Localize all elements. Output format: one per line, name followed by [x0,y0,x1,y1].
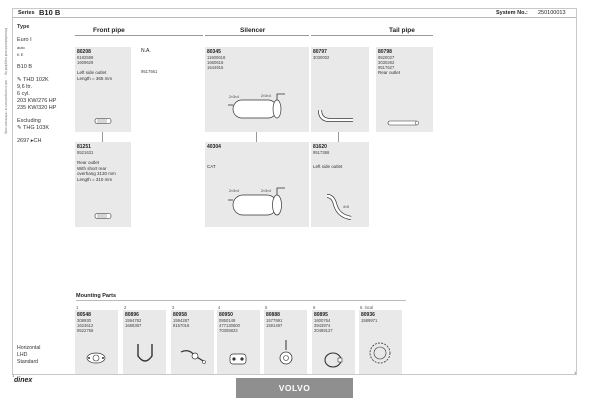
ref-list: 308930 1624612 9522768 [77,318,94,333]
part-number: 80208 [77,49,91,55]
engine-icon: ✎ [17,125,22,131]
mount-index: 3 [172,305,175,310]
series-value: B10 B [39,8,61,17]
mounting-parts-rule [76,300,406,301]
mount-card-80896[interactable] [123,310,166,374]
front-pipe-drawing [93,212,113,220]
mount-card-80895[interactable] [312,310,355,374]
ref-list: 1594287 8157016 [173,318,190,328]
dinex-logo: dinex [14,377,33,384]
ref-list: 1594782 1688387 [125,318,142,328]
part-card-80798[interactable] [376,47,433,132]
mount-index: 2 [124,305,127,310]
power-rating-1: 203 KW/276 HP [17,98,57,104]
ref-list: 1577991 1591497 [266,318,283,328]
euro-norm: Euro I [17,37,32,43]
clamp-bolt-icon [276,338,296,368]
type-label: Type [17,24,30,30]
part-number: 80950 [219,312,233,318]
svg-text:2×3×4: 2×3×4 [261,94,271,98]
part-number: 81251 [77,144,91,150]
tail-pipe-drawing [386,119,420,127]
part-card-40304[interactable] [205,142,309,227]
bus-badge: auto [17,45,25,50]
mount-index: 5 [265,305,268,310]
ref-list: 1600764 3943974 20489127 [314,318,333,333]
vehicle-info [17,24,69,145]
silencer-drawing [227,91,287,125]
connector-line [338,132,339,142]
part-card-81251[interactable] [75,142,131,227]
catalytic-silencer-drawing [227,184,287,220]
ref-list: 9520027 3030262 9517627 [378,55,395,70]
connector-line [102,132,103,142]
part-card-80345[interactable] [205,47,309,132]
mount-card-80936[interactable] [359,310,402,374]
header-bar [12,8,577,18]
part-number: 80797 [313,49,327,55]
mount-index: 6 [313,305,316,310]
part-description: Left side outlet [313,164,343,169]
part-number: 80548 [77,312,91,318]
vehicle-brand-banner: VOLVO [236,378,353,398]
page-marker-left: 1 [12,373,15,378]
band-clamp-icon [322,350,344,370]
ref-list: 1589971 [361,318,378,323]
power-rating-2: 235 KW/320 HP [17,105,57,111]
svg-text:4×5: 4×5 [343,205,349,209]
ref-list: 11600618 1660618 1544915 [207,55,226,70]
part-number: 80895 [314,312,328,318]
part-number: 80936 [361,312,375,318]
arrow-icon: ▸ [30,138,34,144]
part-number: 40304 [207,144,221,150]
tail-pipe-rule [311,35,433,36]
mount-card-80888[interactable] [264,310,307,374]
mount-index: 4 [218,305,221,310]
part-number: 81620 [313,144,327,150]
front-pipe-rule [75,35,203,36]
part-description: Rear outlet [378,70,401,75]
svg-text:2×3×4: 2×3×4 [261,189,271,193]
ref-list: 9517368 [313,150,330,155]
model-name: B10 B [17,64,32,70]
part-description: CAT [207,164,216,169]
series-label: Series [18,10,35,16]
cylinders: 6 cyl. [17,91,30,97]
mount-index: 6. local [360,305,374,310]
part-card-na[interactable] [139,47,199,132]
front-pipe-drawing [93,117,113,125]
part-number: 80345 [207,49,221,55]
part-card-80797[interactable] [311,47,369,132]
part-card-80208[interactable] [75,47,131,132]
svg-text:2×3×4: 2×3×4 [229,95,239,99]
mount-card-80958[interactable] [171,310,214,374]
part-number: 80798 [378,49,392,55]
svg-text:2×3×4: 2×3×4 [229,189,239,193]
excluded-engine: ✎ THG 103K [17,125,50,131]
not-available-label: N.A. [141,48,151,54]
mount-card-80548[interactable] [75,310,118,374]
silencer-heading: Silencer [240,27,266,34]
ref-list: 9521631 [77,150,94,155]
engine-icon: ✎ [17,77,22,83]
u-clamp-icon [135,342,155,368]
hanger-bracket-icon [179,344,207,368]
ref-number: 9517561 [141,69,158,74]
ref-list: 3030002 [313,55,330,60]
part-card-81620[interactable] [311,142,369,227]
system-number-label: System No.: [496,10,528,16]
rubber-mount-icon [227,350,249,370]
mount-index: 1 [76,305,79,310]
part-number: 80896 [125,312,139,318]
part-description: Left side outlet Length = 365 mm [77,70,113,81]
gasket-ring-icon [367,340,393,366]
silencer-rule [205,35,309,36]
flange-gasket-icon [85,348,107,368]
excluding-label: Excluding [17,118,41,124]
mounting-parts-heading: Mounting Parts [76,293,117,299]
system-number-value: 250100013 [538,10,566,16]
part-number: 80888 [266,312,280,318]
side-disclaimer: Manufactured and supplied by ... not a comparison or reference only [4,28,8,134]
ref-list: 8192598 1609629 [77,55,94,65]
ref-list: 0850149 477130600 70305823 [219,318,240,333]
part-number: 80958 [173,312,187,318]
mounting-orientation: Horizontal LHD Standard [17,345,41,365]
displacement: 9,6 ltr. [17,84,32,90]
front-pipe-heading: Front pipe [93,27,125,34]
page-marker-right: 1 [574,370,577,375]
cert-badge: K E [17,52,24,57]
engine-code: ✎ THD 102K [17,77,49,83]
mount-card-80950[interactable] [217,310,260,374]
application-code: 2697 ▸CH [17,138,42,144]
bend-pipe-drawing [317,107,357,125]
tail-pipe-heading: Tail pipe [389,27,415,34]
s-bend-pipe-drawing [323,192,357,224]
connector-line [256,132,257,142]
part-description: Rear outlet With short rear overhang 3130 mm Length = 310 mm [77,160,116,182]
